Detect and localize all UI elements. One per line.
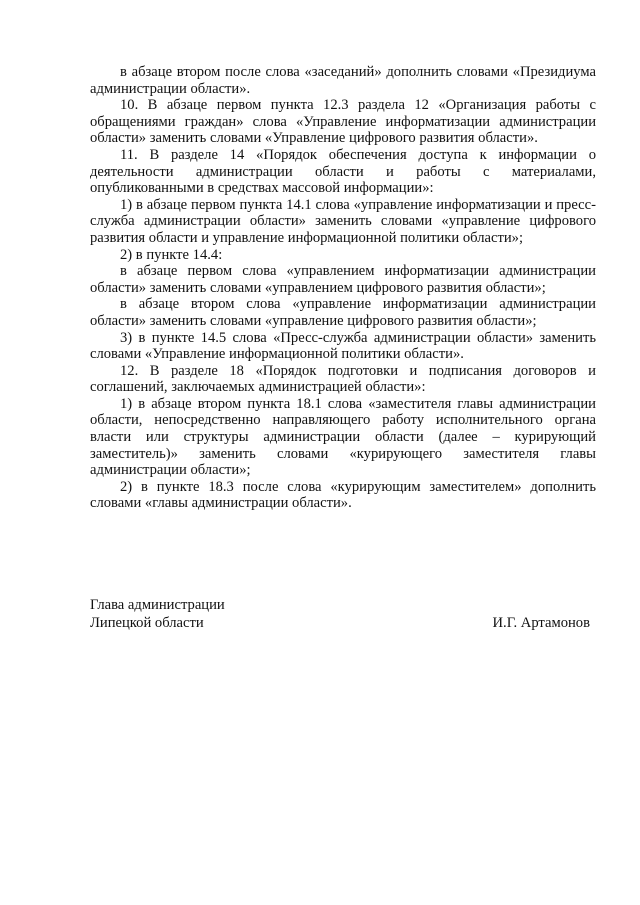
signer-title-line1: Глава администрации	[90, 597, 225, 613]
paragraph-10: 1) в абзаце втором пункта 18.1 слова «заместителя главы администрации области, непосредственно направляющего работу исполнительного органа власти или структуры администрации области (далее – курирующий заместитель)» заменить словами «курирующего заместителя главы администрации области»;	[90, 395, 596, 479]
signer-title-line2: Липецкой области	[90, 615, 204, 631]
paragraph-2: 10. В абзаце первом пункта 12.3 раздела 12 «Организация работы с обращениями граждан» слова «Управление информатизации администрации области» заменить словами «Управление цифрового развития области».	[90, 97, 596, 147]
paragraph-11: 2) в пункте 18.3 после слова «курирующим заместителем» дополнить словами «главы администрации области».	[90, 478, 596, 512]
signer-name: И.Г. Артамонов	[492, 615, 590, 631]
signature-block	[90, 596, 590, 632]
paragraph-4: 1) в абзаце первом пункта 14.1 слова «управление информатизации и пресс-служба администрации области» заменить словами «управление цифрового развития области и управление информационной политики области»;	[90, 196, 596, 246]
paragraph-7: в абзаце втором слова «управление информатизации администрации области» заменить словами «управление цифрового развития области»;	[90, 296, 596, 329]
paragraph-1: в абзаце втором после слова «заседаний» дополнить словами «Президиума администрации области».	[90, 64, 596, 97]
paragraph-5: 2) в пункте 14.4:	[120, 246, 223, 263]
paragraph-9: 12. В разделе 18 «Порядок подготовки и подписания договоров и соглашений, заключаемых администрацией области»:	[90, 362, 596, 396]
paragraph-6: в абзаце первом слова «управлением информатизации администрации области» заменить словами «управлением цифрового развития области»;	[90, 263, 596, 296]
paragraph-8: 3) в пункте 14.5 слова «Пресс-служба администрации области» заменить словами «Управление информационной политики области».	[90, 329, 596, 363]
document-body	[90, 64, 596, 512]
paragraph-3: 11. В разделе 14 «Порядок обеспечения доступа к информации о деятельности администрации области и работы с материалами, опубликованными в средствах массовой информации»:	[90, 146, 596, 197]
signature-row	[90, 614, 590, 632]
